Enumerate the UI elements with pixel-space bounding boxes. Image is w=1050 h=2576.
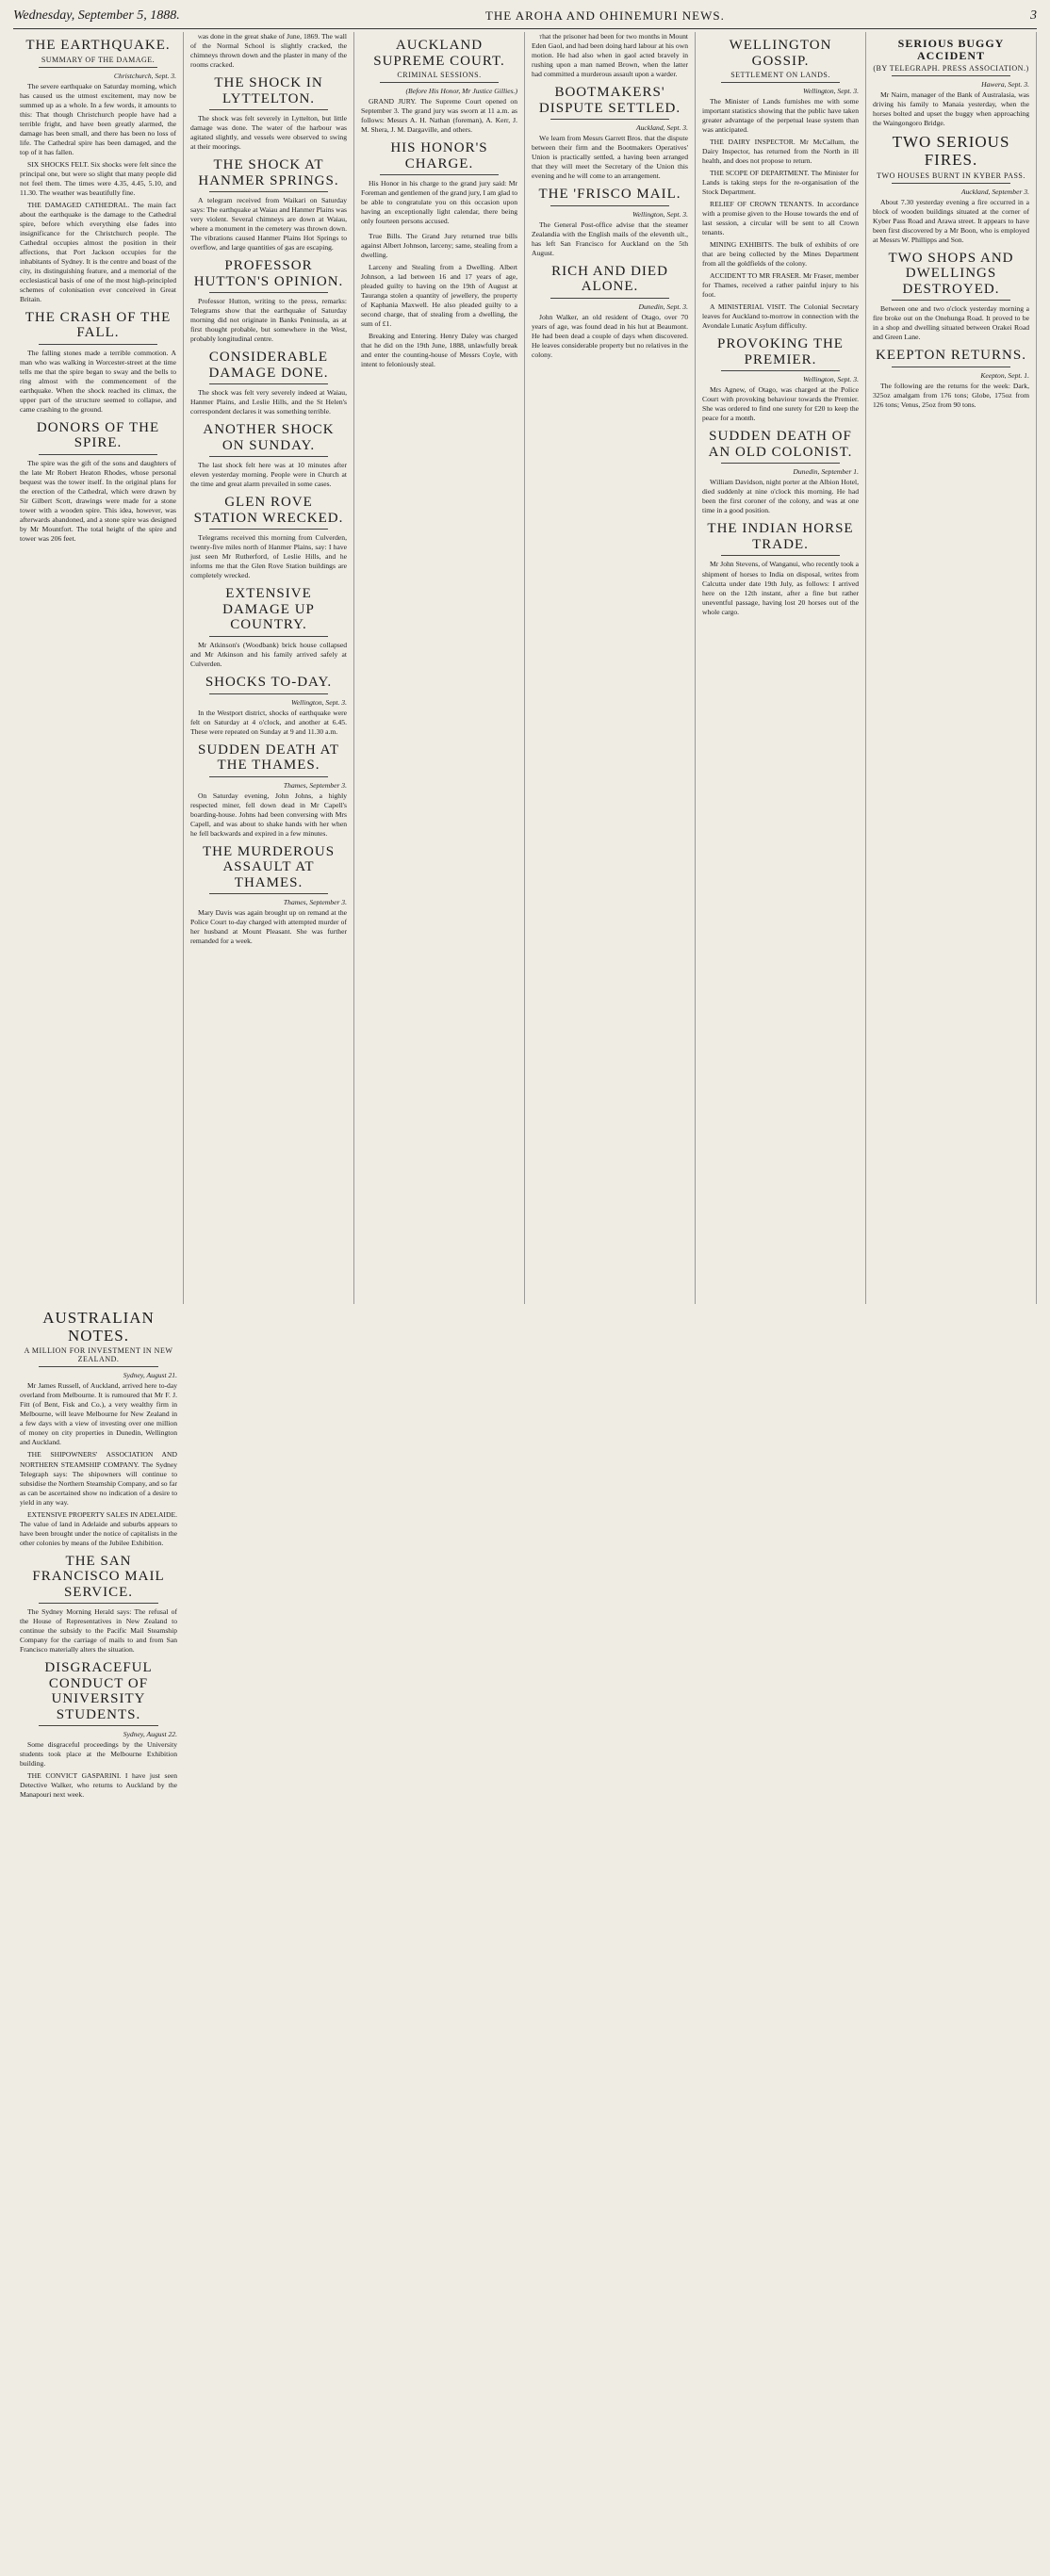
article-dateline: Wellington, Sept. 3. <box>803 375 859 384</box>
article-headline: THE SHOCK IN LYTTELTON. <box>214 75 323 106</box>
divider <box>209 456 328 457</box>
issue-date: Wednesday, September 5, 1888. <box>13 8 180 23</box>
article-headline: ANOTHER SHOCK ON SUNDAY. <box>203 422 335 453</box>
article-paragraph: On Saturday evening, John Johns, a highly respected miner, fell down dead in Mr Capell's boarding-house. Johns had been conversing with Mrs Capell, and was about to shake hands with her when he fell backwards and expired in a few minutes. <box>190 791 347 838</box>
article <box>190 422 347 489</box>
article-dateline: (Before His Honor, Mr Justice Gillies.) <box>405 87 517 95</box>
article <box>20 38 176 304</box>
article-headline: THE MURDEROUS ASSAULT AT THAMES. <box>202 843 336 890</box>
divider <box>39 1603 158 1604</box>
article-paragraph: EXTENSIVE PROPERTY SALES IN ADELAIDE. The value of land in Adelaide and suburbs appears to have been brought under the notice of capitalists in the other colonies by means of the Jubilee Exhibition. <box>20 1509 177 1547</box>
newspaper-columns <box>13 32 1037 1800</box>
article-headline: THE SHOCK AT HANMER SPRINGS. <box>198 157 339 188</box>
article-subheadline: CRIMINAL SESSIONS. <box>397 71 482 79</box>
article-paragraph: The spire was the gift of the sons and daughters of the late Mr Robert Heaton Rhodes, whose personal bequest was the tower itself. In the original plans for the erection of the Cathedral, which were drawn by Sir Gilbert Scott, drawings were made for a stone tower with a wooden spire. This idea, however, was afterwards abandoned, and a stone spire was designed by Mr Mountfort. The total height of the spire and tower was 206 feet. <box>20 458 176 544</box>
column-4 <box>525 32 696 1304</box>
divider <box>380 174 499 175</box>
article-paragraph: Larceny and Stealing from a Dwelling. Albert Johnson, a lad between 16 and 17 years of age, pleaded guilty to having on the 19th of August at Tauranga stolen a quantity of jewellery, the property of Kaphania Maxwell. He also pleaded guilty to a second charge, that of stealing from a dwelling, the sum of £1. <box>361 263 517 329</box>
article <box>873 348 1029 410</box>
divider <box>209 529 328 530</box>
article-subheadline: (BY TELEGRAPH. PRESS ASSOCIATION.) <box>873 64 1029 73</box>
article-paragraph: We learn from Messrs Garrett Bros. that the dispute between their firm and the Bootmakers Operatives' Union is practically settled, a having been arranged that they will meet the Secretary of the Union this evening and he will come to an arrangement. <box>532 134 688 181</box>
page-number: 3 <box>1029 8 1037 23</box>
divider <box>209 893 328 894</box>
article-headline: TWO SHOPS AND DWELLINGS DESTROYED. <box>888 250 1014 297</box>
article <box>20 1660 177 1800</box>
article <box>873 38 1029 128</box>
article-paragraph: GRAND JURY. The Supreme Court opened on September 3. The grand jury was sworn at 11 a.m. as follows: Messrs A. H. Nathan (foreman), A. Kerr, J. M. Shera, J. M. Dargaville, and others. <box>361 97 517 135</box>
divider <box>892 183 1010 184</box>
divider <box>892 75 1010 76</box>
article-paragraph: Mr Atkinson's (Woodbank) brick house collapsed and Mr Atkinson and his family arrived safely at Culverden. <box>190 640 347 668</box>
article <box>361 140 517 226</box>
divider <box>209 383 328 384</box>
article <box>361 38 517 135</box>
article <box>532 32 688 79</box>
article <box>190 32 347 70</box>
article-headline: SUDDEN DEATH AT THE THAMES. <box>198 742 339 774</box>
article-headline: KEEPTON RETURNS. <box>876 348 1026 364</box>
article <box>702 38 859 331</box>
divider <box>721 463 840 464</box>
article-headline: THE 'FRISCO MAIL. <box>538 187 681 203</box>
article-headline: AUCKLAND SUPREME COURT. <box>373 38 505 69</box>
divider <box>39 1725 158 1726</box>
article-headline: PROFESSOR HUTTON'S OPINION. <box>193 258 344 289</box>
article-paragraph: THE DAIRY INSPECTOR. Mr McCallum, the Dairy Inspector, has returned from the North in ill health, and does not propose to return. <box>702 138 859 166</box>
article-headline: TWO SERIOUS FIRES. <box>892 133 1010 170</box>
article <box>20 420 176 544</box>
article-dateline: Dunedin, Sept. 3. <box>638 302 688 311</box>
article-paragraph: Telegrams received this morning from Culverden, twenty-five miles north of Hanmer Plains, say: I have just seen Mr Rutherford, of Leslie Hills, and he informs me that the Glen Rove Station buildings are completely wrecked. <box>190 533 347 580</box>
column-3 <box>354 32 525 1304</box>
divider <box>721 82 840 83</box>
divider <box>209 636 328 637</box>
article-paragraph: MINING EXHIBITS. The bulk of exhibits of ore that are being collected by the Mines Department from all the goldfields of the colony. <box>702 240 859 269</box>
article <box>190 586 347 669</box>
article-paragraph: His Honor in his charge to the grand jury said: Mr Foreman and gentlemen of the grand jury, I am glad to be able to congratulate you on this occasion upon having an exceptionally light calendar, there being only fourteen persons accused. <box>361 179 517 226</box>
article-headline: SHOCKS TO-DAY. <box>205 675 333 691</box>
divider <box>209 776 328 777</box>
article <box>873 251 1029 343</box>
article-paragraph: THE SCOPE OF DEPARTMENT. The Minister for Lands is taking steps for the re-organisation of the Stock Department. <box>702 169 859 197</box>
article-headline: PROVOKING THE PREMIER. <box>717 336 844 367</box>
article <box>190 157 347 253</box>
article-paragraph: True Bills. The Grand Jury returned true bills against Albert Johnson, larceny; same, stealing from a dwelling. <box>361 232 517 260</box>
article-dateline: Dunedin, September 1. <box>793 467 859 477</box>
divider <box>209 191 328 192</box>
article-subheadline: SUMMARY OF THE DAMAGE. <box>41 55 156 64</box>
article-headline: WELLINGTON GOSSIP. <box>729 38 832 69</box>
article-paragraph: The Minister of Lands furnishes me with some important statistics showing that the public have taken greater advantage of the perpetual lease system than was anticipated. <box>702 97 859 135</box>
article-paragraph: In the Westport district, shocks of earthquake were felt on Saturday at 4 o'clock, and another at 6.45. These were repeated on Sunday at 9 and 11.30 a.m. <box>190 708 347 736</box>
article-dateline: Auckland, Sept. 3. <box>635 123 688 133</box>
article-headline: BOOTMAKERS' DISPUTE SETTLED. <box>538 85 681 116</box>
article-dateline: Sydney, August 21. <box>123 1371 177 1380</box>
article-paragraph: Mary Davis was again brought up on remand at the Police Court to-day charged with attempted murder of her husband at Mount Pleasant. She was further remanded for a week. <box>190 908 347 946</box>
article-paragraph: The following are the returns for the week: Dark, 325oz amalgam from 176 tons; Globe, 175oz from 126 tons; Venus, 25oz from 90 tons. <box>873 381 1029 409</box>
article <box>873 134 1029 244</box>
article-paragraph: The General Post-office advise that the steamer Zealandia with the English mails of the eleventh ult., has left San Francisco for Auckland on the 5th August. <box>532 220 688 257</box>
article <box>532 85 688 181</box>
divider <box>39 344 157 345</box>
divider <box>39 1366 158 1367</box>
article <box>190 844 347 947</box>
article-subheadline: TWO HOUSES BURNT IN KYBER PASS. <box>877 171 1025 180</box>
article-headline: GLEN ROVE STATION WRECKED. <box>193 495 344 526</box>
article <box>702 429 859 515</box>
article-paragraph: The severe earthquake on Saturday morning, which has caused us the utmost excitement, may now be summed up as a whole. In a few words, it amounts to this: That though Christchurch people have had a terrible fright, and have been greatly alarmed, the damage has been small, and there has been no loss of life. The Cathedral spire has been damaged, and the top of it has fallen. <box>20 81 176 156</box>
article-paragraph: ACCIDENT TO MR FRASER. Mr Fraser, member for Thames, received a rather painful injury to his foot. <box>702 271 859 300</box>
article <box>20 1310 177 1548</box>
article-paragraph: The falling stones made a terrible commotion. A man who was walking in Worcester-street at the time tells me that the spire began to sway and the bells to ring almost with the commencement of the earthquake. When the shock reached its climax, the upper part of the structure seemed to collapse, and came crashing to the ground. <box>20 348 176 414</box>
article-headline: THE SAN FRANCISCO MAIL SERVICE. <box>32 1553 165 1600</box>
article <box>190 350 347 416</box>
divider <box>721 555 840 556</box>
column-2 <box>184 32 354 1304</box>
article-headline: AUSTRALIAN NOTES. <box>42 1309 155 1345</box>
article-paragraph: Between one and two o'clock yesterday morning a fire broke out on the Onehunga Road. It proved to be in a shop and dwelling situated between Orakei Road and Green Lane. <box>873 304 1029 342</box>
article-paragraph: SIX SHOCKS FELT. Six shocks were felt since the principal one, but were so slight that many people did not feel them. The times were 4.35, 4.45, 5.10, and 11.30. The weather was beautifully fine. <box>20 159 176 197</box>
divider <box>550 119 669 120</box>
article-headline: SUDDEN DEATH OF AN OLD COLONIST. <box>708 429 853 460</box>
article-dateline: Wellington, Sept. 3. <box>632 209 688 219</box>
article-paragraph: THE CONVICT GASPARINI. I have just seen Detective Walker, who returns to Auckland by the Manapouri next week. <box>20 1771 177 1800</box>
article-paragraph: The shock was felt very severely indeed at Waiau, Hanmer Plains, and Leslie Hills, and the St Helen's correspondent declares it was something terrible. <box>190 388 347 416</box>
article <box>190 258 347 344</box>
article-paragraph: Mrs Agnew, of Otago, was charged at the Police Court with provoking behaviour towards the Premier. She was ordered to find one surety for £20 to keep the peace for a month. <box>702 385 859 423</box>
article <box>361 232 517 369</box>
article-dateline: Keepton, Sept. 1. <box>980 370 1029 380</box>
article-paragraph: A MINISTERIAL VISIT. The Colonial Secretary leaves for Auckland to-morrow in connection with the Avondale Lunatic Asylum difficulty. <box>702 302 859 331</box>
article-headline: DONORS OF THE SPIRE. <box>36 419 160 451</box>
article-paragraph: was done in the great shake of June, 1869. The wall of the Normal School is slightly cracked, the chimneys thrown down and the plaster in many of the rooms cracked. <box>190 32 347 70</box>
article-headline: CONSIDERABLE DAMAGE DONE. <box>208 350 329 381</box>
article-paragraph: A telegram received from Waikari on Saturday says: The earthquake at Waiau and Hanmer Plains was very violent. Several chimneys are down at Waiau, where a monument in the cemetery was thrown down. The vibrations caused Hanmer Plains Hot Springs to overflow, and large quantities of gas are escaping. <box>190 196 347 253</box>
divider <box>892 300 1010 301</box>
article-headline: HIS HONOR'S CHARGE. <box>390 140 488 171</box>
article-paragraph: THE DAMAGED CATHEDRAL. The main fact about the earthquake is the damage to the Cathedral spire, before which everything else fades into insignificance for the Christchurch people. The Cathedral occupies almost the position in their affections, that Port Jackson occupies for the inhabitants of Sydney. It is the centre and boast of the city, its distinguishing feature, and a memorial of the ecclesiastical basis of one of the most high-principled schemes of colonisation ever conceived in Great Britain. <box>20 200 176 303</box>
article-dateline: Wellington, Sept. 3. <box>291 697 347 707</box>
article-subheadline: SETTLEMENT ON LANDS. <box>730 71 830 79</box>
article-paragraph: William Davidson, night porter at the Albion Hotel, died suddenly at nine o'clock this morning. He had been the first coroner of the colony, and was at one time in a good position. <box>702 478 859 515</box>
divider <box>550 205 669 206</box>
divider <box>39 67 157 68</box>
divider <box>721 370 840 371</box>
article-headline: THE EARTHQUAKE. <box>25 38 171 53</box>
divider <box>209 693 328 694</box>
article-dateline: Auckland, September 3. <box>960 187 1029 196</box>
column-5 <box>696 32 866 1304</box>
article <box>20 310 176 415</box>
divider <box>209 292 328 293</box>
article-dateline: Thames, September 3. <box>283 780 347 790</box>
article <box>702 521 859 616</box>
article-paragraph: The shock was felt severely in Lyttelton, but little damage was done. The water of the harbour was agitated slightly, and vessels were observed to swing at their moorings. <box>190 114 347 152</box>
article-subheadline: A MILLION FOR INVESTMENT IN NEW ZEALAND. <box>24 1346 173 1364</box>
article-headline: THE INDIAN HORSE TRADE. <box>707 521 854 552</box>
article-dateline: Sydney, August 22. <box>123 1730 177 1739</box>
masthead <box>13 4 1037 29</box>
divider <box>380 82 499 83</box>
article-paragraph: The last shock felt here was at 10 minutes after eleven yesterday morning. People were in Church at the time and great alarm prevailed in some cases. <box>190 461 347 489</box>
newspaper-title: THE AROHA AND OHINEMURI NEWS. <box>484 8 725 23</box>
column-6 <box>866 32 1037 1304</box>
article-paragraph: that the prisoner had been for two months in Mount Eden Gaol, and had been doing hard labour at his own motion. He had also when in gaol acted bravely in rushing upon a man named Brown, when the latter had committed a murderous assault upon a warder. <box>532 32 688 79</box>
article-paragraph: RELIEF OF CROWN TENANTS. In accordance with a promise given to the House towards the end of last session, a circular will be sent to all Crown tenants. <box>702 200 859 237</box>
article-paragraph: Mr Nairn, manager of the Bank of Australasia, was driving his family to Manaia yesterday, when the horses bolted and upset the buggy when approaching the Waingongoro Bridge. <box>873 90 1029 128</box>
article <box>190 495 347 580</box>
article-dateline: Thames, September 3. <box>283 898 347 907</box>
article-paragraph: About 7.30 yesterday evening a fire occurred in a block of wooden buildings situated at the corner of Kyber Pass Road and Arawa street. It appears to have been first discovered by a Mr Boon, who is employed at Messrs W. Phillipps and Son. <box>873 197 1029 244</box>
divider <box>39 454 157 455</box>
article <box>190 675 347 737</box>
article-paragraph: The Sydney Morning Herald says: The refusal of the House of Representatives in New Zealand to continue the subsidy to the Pacific Mail Steamship Company for the carriage of mails to and from San Francisco materially alters the situation. <box>20 1607 177 1655</box>
article-paragraph: Mr John Stevens, of Wanganui, who recently took a shipment of horses to India on disposal, writes from Calcutta under date 19th July, as follows: I arrived here on the 12th instant, after a fine but rather uneventful passage, having lost 20 horses out of the whole cargo. <box>702 560 859 616</box>
article-paragraph: Some disgraceful proceedings by the University students took place at the Melbourne Exhibition building. <box>20 1740 177 1769</box>
article <box>190 742 347 839</box>
column-7 <box>13 1304 184 2576</box>
divider <box>550 298 669 299</box>
column-1 <box>13 32 184 1304</box>
article-headline: DISGRACEFUL CONDUCT OF UNIVERSITY STUDENTS. <box>44 1660 153 1722</box>
article-dateline: Wellington, Sept. 3. <box>803 87 859 95</box>
article-paragraph: Breaking and Entering. Henry Daley was charged that he did on the 19th June, 1888, unlawfully break and enter the counting-house of Messrs Coyle, with intent to feloniously steal. <box>361 332 517 369</box>
article-paragraph: THE SHIPOWNERS' ASSOCIATION AND NORTHERN STEAMSHIP COMPANY. The Sydney Telegraph says: The shipowners will continue to subsidise the Northern Steamship Company, and so far as can be ascertained show no indication of a desire to yield in any way. <box>20 1450 177 1507</box>
article <box>532 264 688 360</box>
article-paragraph: Professor Hutton, writing to the press, remarks: Telegrams show that the earthquake of Saturday morning did not originate in Banks Peninsula, as at first thought probable, but somewhere in the West, probably longitudinal centre. <box>190 297 347 344</box>
article-paragraph: John Walker, an old resident of Otago, over 70 years of age, was found dead in his hut at Beaumont. He had been dead a couple of days when discovered. He leaves considerable property but no relatives in the colony. <box>532 312 688 359</box>
article-headline: THE CRASH OF THE FALL. <box>25 309 172 341</box>
article-headline: RICH AND DIED ALONE. <box>551 263 668 295</box>
divider <box>209 109 328 110</box>
article-headline: SERIOUS BUGGY ACCIDENT <box>897 37 1005 63</box>
article-headline: EXTENSIVE DAMAGE UP COUNTRY. <box>222 586 315 633</box>
article <box>190 75 347 152</box>
article-dateline: Christchurch, Sept. 3. <box>113 71 176 80</box>
article <box>532 187 688 258</box>
article-dateline: Hawera, Sept. 3. <box>981 80 1029 90</box>
article-paragraph: Mr James Russell, of Auckland, arrived here to-day overland from Melbourne. It is rumoured that Mr F. J. Fitt (of Bent, Fisk and Co.), a very wealthy firm in Melbourne, will leave Melbourne for New Zealand in a few days with a view of investing over one million of money on city properties in Dunedin, Wellington and Auckland. <box>20 1381 177 1447</box>
article <box>20 1554 177 1655</box>
article <box>702 336 859 423</box>
